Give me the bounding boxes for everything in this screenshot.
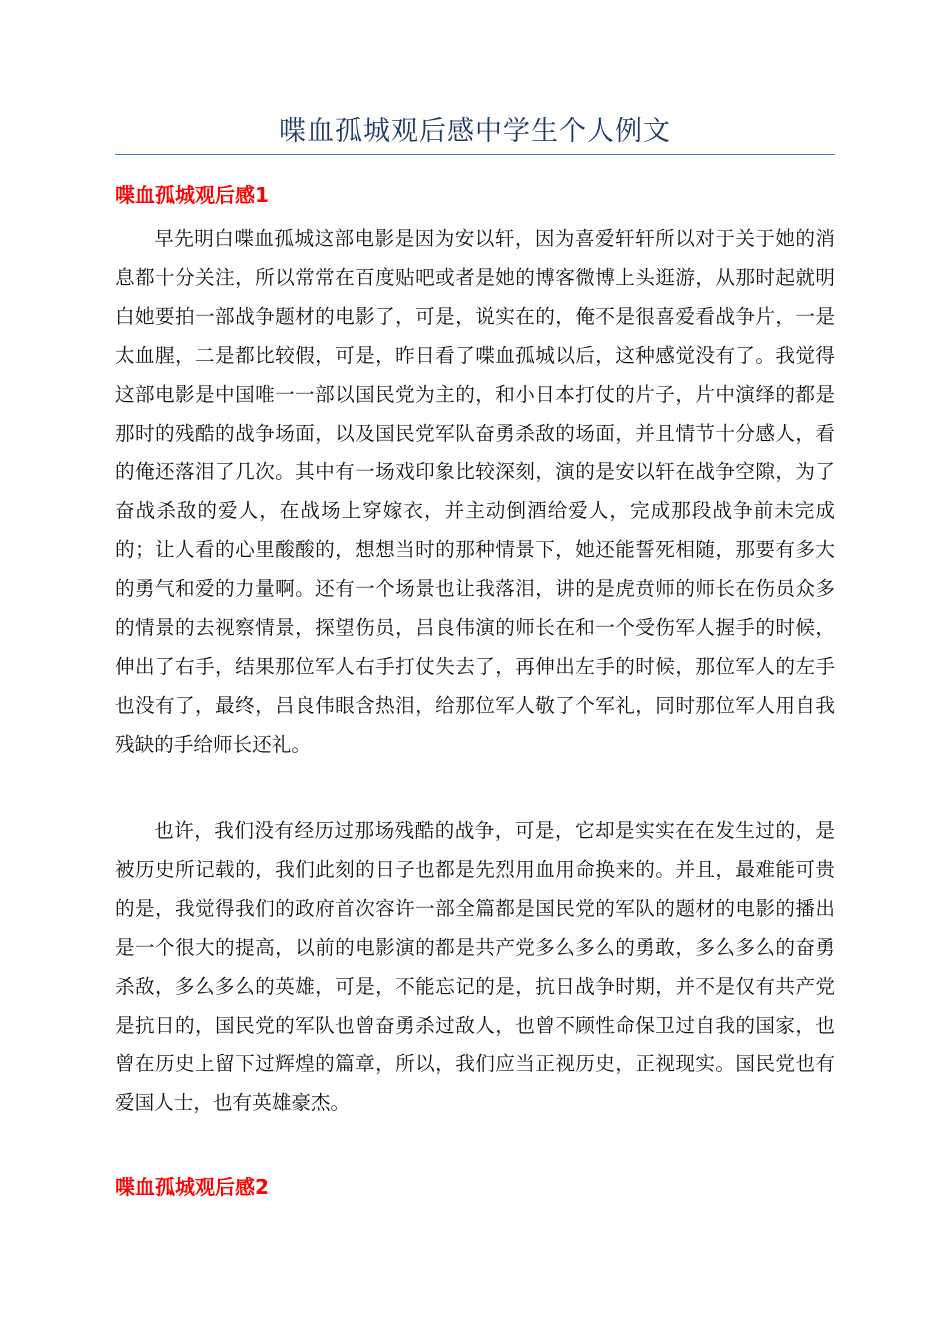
paragraph-2: 也许，我们没有经历过那场残酷的战争，可是，它却是实实在在发生过的，是被历史所记载的，我们此刻的日子也都是先烈用血用命换来的。并且，最难能可贵的是，我觉得我们的政府首次容许一部全篇都是国民党的军队的题材的电影的播出是一个很大的提高，以前的电影演的都是共产党多么多么的勇敢，多么多么的奋勇杀敌，多么多么的英雄，可是，不能忘记的是，抗日战争时期，并不是仅有共产党是抗日的，国民党的军队也曾奋勇杀过敌人，也曾不顾性命保卫过自我的国家，也曾在历史上留下过辉煌的篇章，所以，我们应当正视历史，正视现实。国民党也有爱国人士，也有英雄豪杰。 xyxy=(115,819,835,1115)
title-underline xyxy=(115,154,835,155)
section-heading-2: 喋血孤城观后感2 xyxy=(115,1175,269,1199)
page-title: 喋血孤城观后感中学生个人例文 xyxy=(279,116,671,147)
paragraph-1: 早先明白喋血孤城这部电影是因为安以轩，因为喜爱轩轩所以对于关于她的消息都十分关注，所以常常在百度贴吧或者是她的博客微博上头逛游，从那时起就明白她要拍一部战争题材的电影了，可是，说实在的，俺不是很喜爱看战争片，一是太血腥，二是都比较假，可是，昨日看了喋血孤城以后，这种感觉没有了。我觉得这部电影是中国唯一一部以国民党为主的，和小日本打仗的片子，片中演绎的都是那时的残酷的战争场面，以及国民党军队奋勇杀敌的场面，并且情节十分感人，看的俺还落泪了几次。其中有一场戏印象比较深刻，演的是安以轩在战争空隙，为了奋战杀敌的爱人，在战场上穿嫁衣，并主动倒酒给爱人，完成那段战争前未完成的；让人看的心里酸酸的，想想当时的那种情景下，她还能誓死相随，那要有多大的勇气和爱的力量啊。还有一个场景也让我落泪，讲的是虎贲师的师长在伤员众多的情景的去视察情景，探望伤员，吕良伟演的师长在和一个受伤军人握手的时候，伸出了右手，结果那位军人右手打仗失去了，再伸出左手的时候，那位军人的左手也没有了，最终，吕良伟眼含热泪，给那位军人敬了个军礼，同时那位军人用自我残缺的手给师长还礼。 xyxy=(115,227,835,756)
section-heading-1: 喋血孤城观后感1 xyxy=(115,183,269,207)
